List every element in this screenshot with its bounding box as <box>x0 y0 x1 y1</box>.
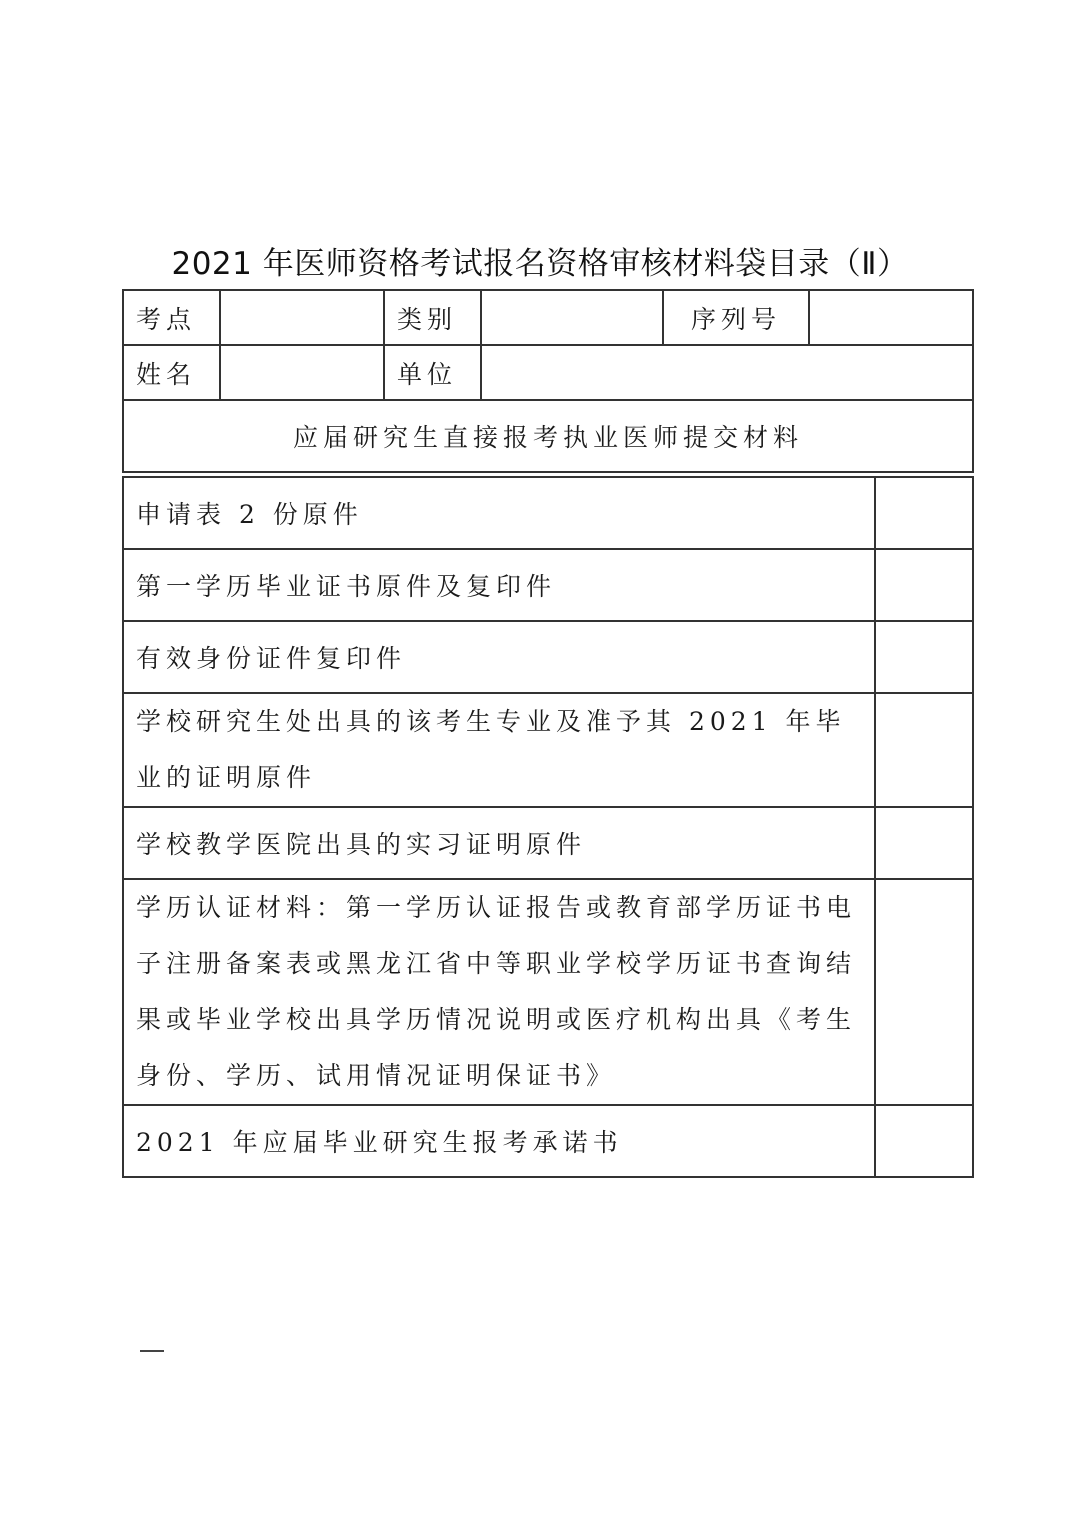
item-row <box>123 879 973 1105</box>
item-row <box>123 621 973 693</box>
item-row <box>123 693 973 807</box>
item-text: 2021 年应届毕业研究生报考承诺书 <box>123 1105 875 1177</box>
item-check-cell[interactable] <box>875 477 973 549</box>
item-row <box>123 1105 973 1177</box>
item-check-cell[interactable] <box>875 1105 973 1177</box>
materials-checklist-table <box>122 289 974 473</box>
category-label: 类别 <box>384 290 481 345</box>
name-field[interactable] <box>220 345 384 400</box>
materials-items-table <box>122 476 974 1178</box>
item-text: 申请表 2 份原件 <box>123 477 875 549</box>
section-row <box>123 400 973 472</box>
item-check-cell[interactable] <box>875 549 973 621</box>
item-text: 学校研究生处出具的该考生专业及准予其 2021 年毕业的证明原件 <box>123 693 875 807</box>
item-row <box>123 549 973 621</box>
header-row-2 <box>123 345 973 400</box>
item-row <box>123 807 973 879</box>
item-row <box>123 477 973 549</box>
item-text: 学历认证材料：第一学历认证报告或教育部学历证书电子注册备案表或黑龙江省中等职业学校学历证书查询结果或毕业学校出具学历情况说明或医疗机构出具《考生身份、学历、试用情况证明保证书》 <box>123 879 875 1105</box>
item-check-cell[interactable] <box>875 879 973 1105</box>
unit-label: 单位 <box>384 345 481 400</box>
name-label: 姓名 <box>123 345 220 400</box>
item-text: 第一学历毕业证书原件及复印件 <box>123 549 875 621</box>
exam-site-label: 考点 <box>123 290 220 345</box>
document-title: 2021 年医师资格考试报名资格审核材料袋目录（Ⅱ） <box>171 246 909 282</box>
item-check-cell[interactable] <box>875 807 973 879</box>
section-title: 应届研究生直接报考执业医师提交材料 <box>123 400 973 472</box>
unit-field[interactable] <box>481 345 973 400</box>
category-field[interactable] <box>481 290 663 345</box>
item-text: 有效身份证件复印件 <box>123 621 875 693</box>
header-row-1 <box>123 290 973 345</box>
serial-label: 序列号 <box>663 290 809 345</box>
serial-field[interactable] <box>809 290 973 345</box>
item-check-cell[interactable] <box>875 693 973 807</box>
page-number-dash <box>140 1350 164 1352</box>
exam-site-field[interactable] <box>220 290 384 345</box>
item-text: 学校教学医院出具的实习证明原件 <box>123 807 875 879</box>
item-check-cell[interactable] <box>875 621 973 693</box>
